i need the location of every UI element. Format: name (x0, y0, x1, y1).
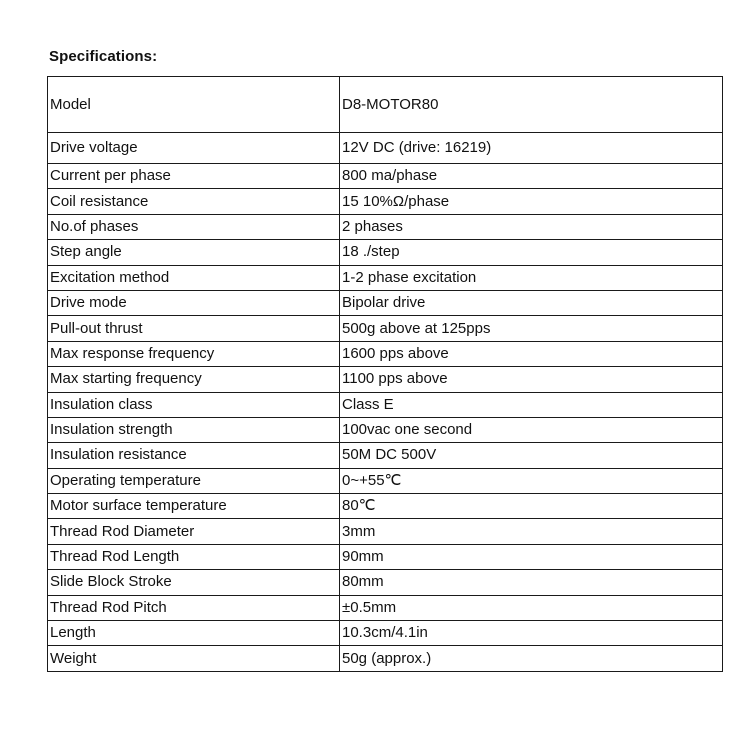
table-row (48, 341, 723, 366)
table-row (48, 240, 723, 265)
spec-value: Bipolar drive (340, 290, 723, 315)
table-row (48, 570, 723, 595)
spec-value: 50g (approx.) (340, 646, 723, 671)
spec-value: ±0.5mm (340, 595, 723, 620)
spec-label: Length (48, 621, 340, 646)
table-row (48, 265, 723, 290)
spec-value: D8-MOTOR80 (340, 77, 723, 133)
spec-label: Weight (48, 646, 340, 671)
spec-label: Thread Rod Length (48, 544, 340, 569)
spec-value: 2 phases (340, 214, 723, 239)
table-row (48, 443, 723, 468)
spec-value: 1600 pps above (340, 341, 723, 366)
spec-value: 90mm (340, 544, 723, 569)
spec-value: 18 ./step (340, 240, 723, 265)
table-row (48, 494, 723, 519)
spec-value: 1-2 phase excitation (340, 265, 723, 290)
spec-value: 800 ma/phase (340, 164, 723, 189)
spec-label: Slide Block Stroke (48, 570, 340, 595)
spec-value: 10.3cm/4.1in (340, 621, 723, 646)
spec-label: No.of phases (48, 214, 340, 239)
spec-value: 1100 pps above (340, 367, 723, 392)
table-row (48, 164, 723, 189)
table-row (48, 519, 723, 544)
page-heading: Specifications: (49, 48, 158, 65)
spec-label: Step angle (48, 240, 340, 265)
spec-label: Pull-out thrust (48, 316, 340, 341)
spec-label: Drive voltage (48, 133, 340, 164)
table-row (48, 595, 723, 620)
spec-value: 3mm (340, 519, 723, 544)
table-row (48, 290, 723, 315)
spec-label: Insulation class (48, 392, 340, 417)
spec-label: Excitation method (48, 265, 340, 290)
spec-label: Max starting frequency (48, 367, 340, 392)
table-row (48, 544, 723, 569)
table-row (48, 621, 723, 646)
table-row (48, 646, 723, 671)
spec-label: Drive mode (48, 290, 340, 315)
spec-value: 500g above at 125pps (340, 316, 723, 341)
spec-label: Coil resistance (48, 189, 340, 214)
spec-label: Thread Rod Pitch (48, 595, 340, 620)
table-row (48, 214, 723, 239)
table-row (48, 417, 723, 442)
spec-label: Motor surface temperature (48, 494, 340, 519)
spec-value: Class E (340, 392, 723, 417)
table-row (48, 77, 723, 133)
spec-label: Model (48, 77, 340, 133)
spec-label: Insulation strength (48, 417, 340, 442)
specifications-table (47, 76, 723, 672)
spec-value: 15 10%Ω/phase (340, 189, 723, 214)
spec-label: Operating temperature (48, 468, 340, 493)
table-row (48, 133, 723, 164)
spec-value: 80mm (340, 570, 723, 595)
spec-label: Max response frequency (48, 341, 340, 366)
table-row (48, 189, 723, 214)
table-row (48, 316, 723, 341)
table-row (48, 468, 723, 493)
spec-label: Current per phase (48, 164, 340, 189)
spec-label: Thread Rod Diameter (48, 519, 340, 544)
spec-value: 12V DC (drive: 16219) (340, 133, 723, 164)
spec-value: 0~+55℃ (340, 468, 723, 493)
spec-value: 100vac one second (340, 417, 723, 442)
spec-label: Insulation resistance (48, 443, 340, 468)
spec-value: 80℃ (340, 494, 723, 519)
table-row (48, 392, 723, 417)
table-row (48, 367, 723, 392)
spec-value: 50M DC 500V (340, 443, 723, 468)
